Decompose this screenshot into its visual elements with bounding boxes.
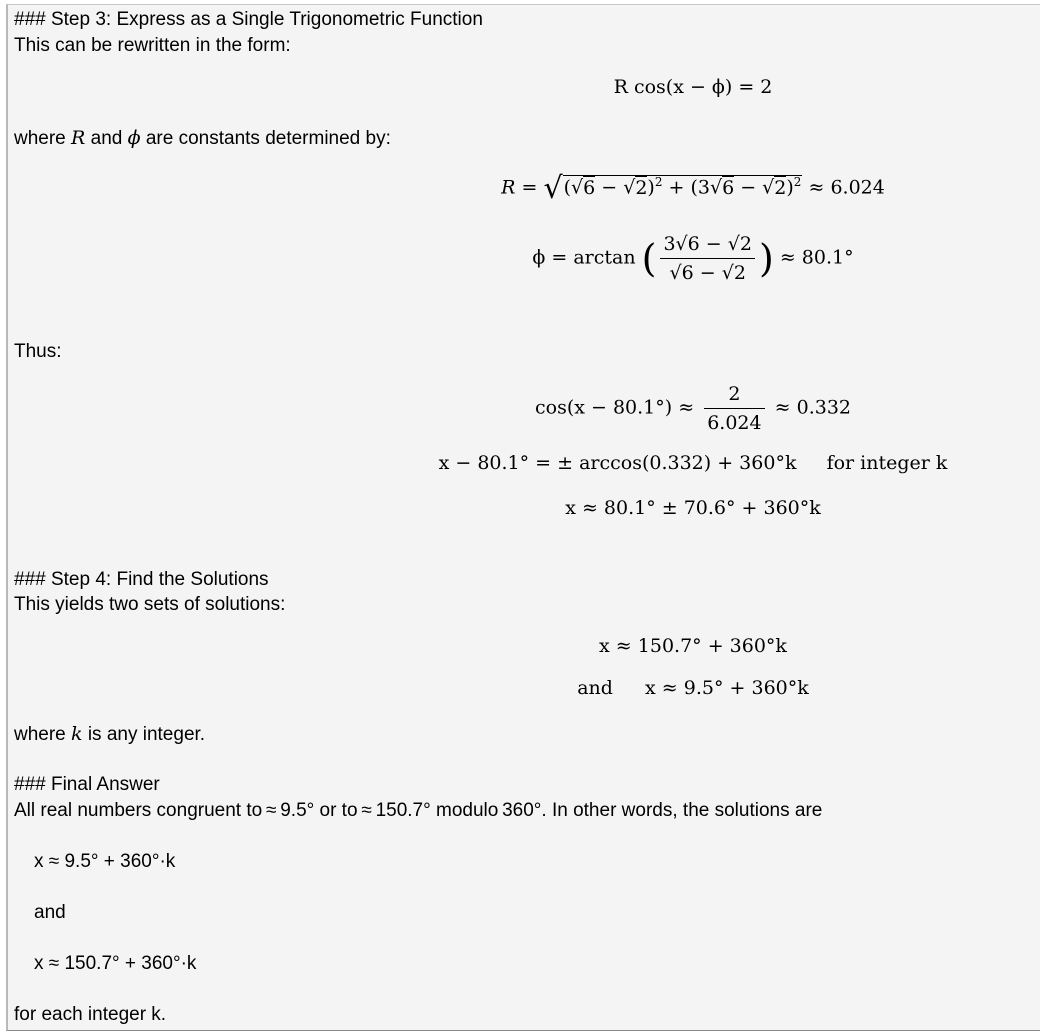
final-text: All real numbers congruent to ≈ 9.5° or to ≈ 150.7° modulo 360°. In other words, the solutions are (14, 800, 823, 821)
thus-label: Thus: (14, 341, 62, 362)
step3-heading: ### Step 3: Express as a Single Trigonometric Function (14, 9, 483, 30)
step4-where-line (14, 722, 205, 747)
cos-approx: ≈ 0.332 (774, 396, 851, 419)
radical-sign: √ (543, 171, 563, 206)
equation-rcos-form: R cos(x − ϕ) = 2 (613, 76, 773, 98)
cos-numerator: 2 (704, 383, 764, 409)
cos-lhs: cos(x − 80.1°) ≈ (535, 396, 695, 419)
final-footer: for each integer k. (14, 1004, 167, 1025)
solution-b-and: and (577, 677, 613, 699)
cos-fraction (704, 383, 764, 434)
where-suffix: are constants determined by: (145, 128, 391, 149)
final-solution-2: x ≈ 150.7° + 360°·k (34, 953, 197, 974)
r-radicand: $(√6 - √2)^2 + (3√6 - √2)^2$ (563, 175, 802, 199)
step4-where-suffix: is any integer. (87, 724, 206, 745)
phi-fraction (660, 233, 754, 284)
equation-r-value (8, 171, 1040, 206)
equation-x-general: x ≈ 80.1° ± 70.6° + 360°k (565, 497, 821, 519)
equation-arccos (8, 452, 1040, 474)
step4-intro: This yields two sets of solutions: (14, 594, 286, 615)
final-and: and (34, 902, 66, 923)
phi-approx: ≈ 80.1° (779, 246, 854, 269)
equation-phi-value (8, 233, 1040, 284)
solution-b: x ≈ 9.5° + 360°k (645, 677, 809, 699)
where-phi-symbol: ϕ (127, 127, 141, 149)
left-paren: ( (641, 236, 657, 281)
phi-numerator: 3√6 − √2 (660, 233, 754, 259)
step4-where-prefix: where (14, 724, 66, 745)
final-solution-1: x ≈ 9.5° + 360°·k (34, 851, 176, 872)
phi-denominator: √6 − √2 (669, 262, 746, 284)
arccos-tail: for integer k (826, 452, 948, 474)
step3-intro: This can be rewritten in the form: (14, 35, 291, 56)
equation-cos-ratio (8, 383, 1040, 434)
where-r-symbol: R (71, 127, 86, 149)
equation-solution-b (8, 677, 1040, 699)
r-approx: ≈ 6.024 (808, 176, 885, 199)
cos-denominator: 6.024 (707, 412, 762, 434)
right-paren: ) (758, 236, 774, 281)
where-prefix: where (14, 128, 66, 149)
step3-where-line (14, 126, 391, 151)
step4-heading: ### Step 4: Find the Solutions (14, 569, 269, 590)
where-k-symbol: k (71, 723, 83, 745)
arccos-eq: x − 80.1° = ± arccos(0.332) + 360°k (438, 452, 797, 474)
equation-solution-a: x ≈ 150.7° + 360°k (599, 635, 787, 657)
document-page (6, 4, 1040, 1031)
phi-lhs: ϕ = arctan (532, 246, 636, 269)
where-and: and (90, 128, 123, 149)
final-heading: ### Final Answer (14, 774, 160, 795)
r-lhs: R = (501, 176, 538, 199)
